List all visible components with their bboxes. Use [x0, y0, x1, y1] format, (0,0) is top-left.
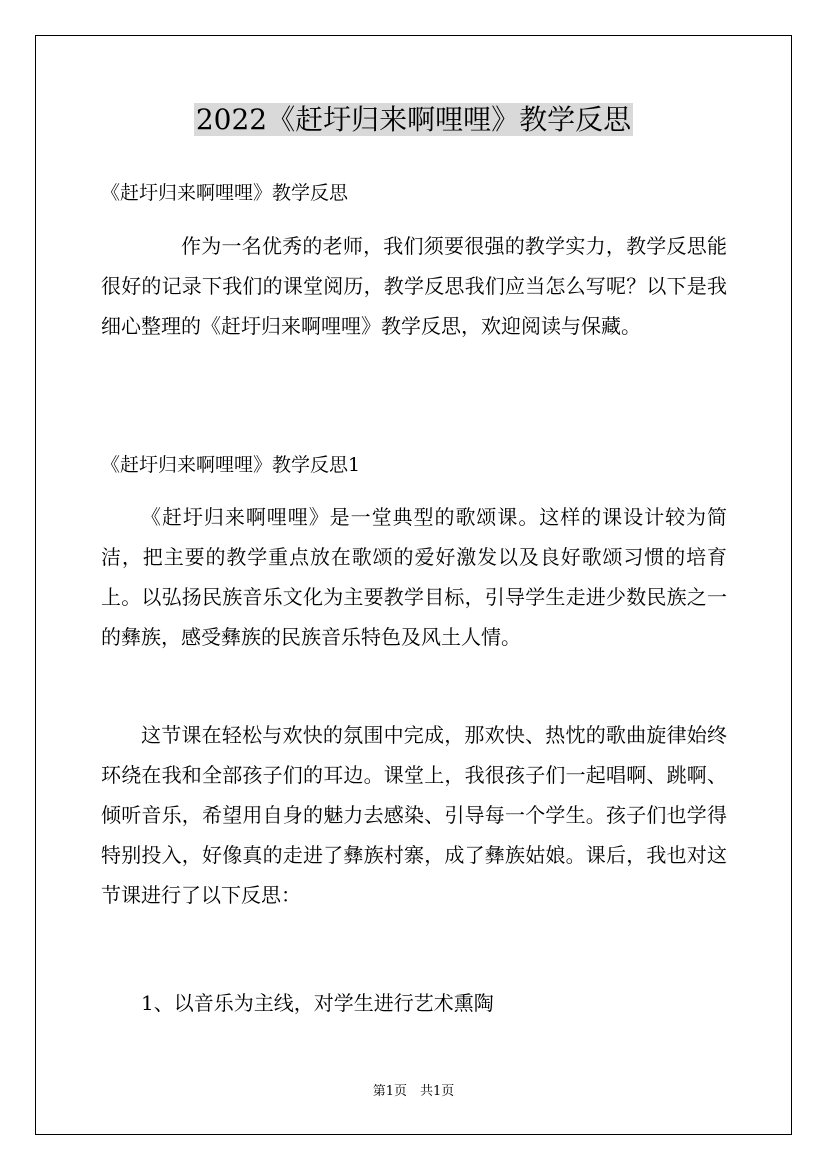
document-subtitle: 《赶圩归来啊哩哩》教学反思	[101, 182, 349, 204]
body-paragraph-1: 《赶圩归来啊哩哩》是一堂典型的歌颂课。这样的课设计较为简洁，把主要的教学重点放在歌颂的爱好激发以及良好歌颂习惯的培育上。以弘扬民族音乐文化为主要教学目标，引导学生走进少数民族之一的彝族，感受彝族的民族音乐特色及风土人情。	[101, 505, 727, 649]
intro-paragraph: 作为一名优秀的老师，我们须要很强的教学实力，教学反思能很好的记录下我们的课堂阅历，教学反思我们应当怎么写呢？以下是我细心整理的《赶圩归来啊哩哩》教学反思，欢迎阅读与保藏。	[101, 234, 727, 338]
body-paragraph-2: 这节课在轻松与欢快的氛围中完成，那欢快、热忱的歌曲旋律始终环绕在我和全部孩子们的耳边。课堂上，我很孩子们一起唱啊、跳啊、倾听音乐，希望用自身的魅力去感染、引导每一个学生。孩子们也学得特别投入，好像真的走进了彝族村寨，成了彝族姑娘。课后，我也对这节课进行了以下反思：	[101, 723, 727, 907]
body-paragraph-3: 1、以音乐为主线，对学生进行艺术熏陶	[141, 991, 494, 1015]
page-footer: 第1页 共1页	[372, 1084, 455, 1099]
document-title-wrapper	[0, 100, 827, 140]
section-heading: 《赶圩归来啊哩哩》教学反思1	[101, 454, 361, 476]
document-title: 2022《赶圩归来啊哩哩》教学反思	[195, 103, 632, 136]
